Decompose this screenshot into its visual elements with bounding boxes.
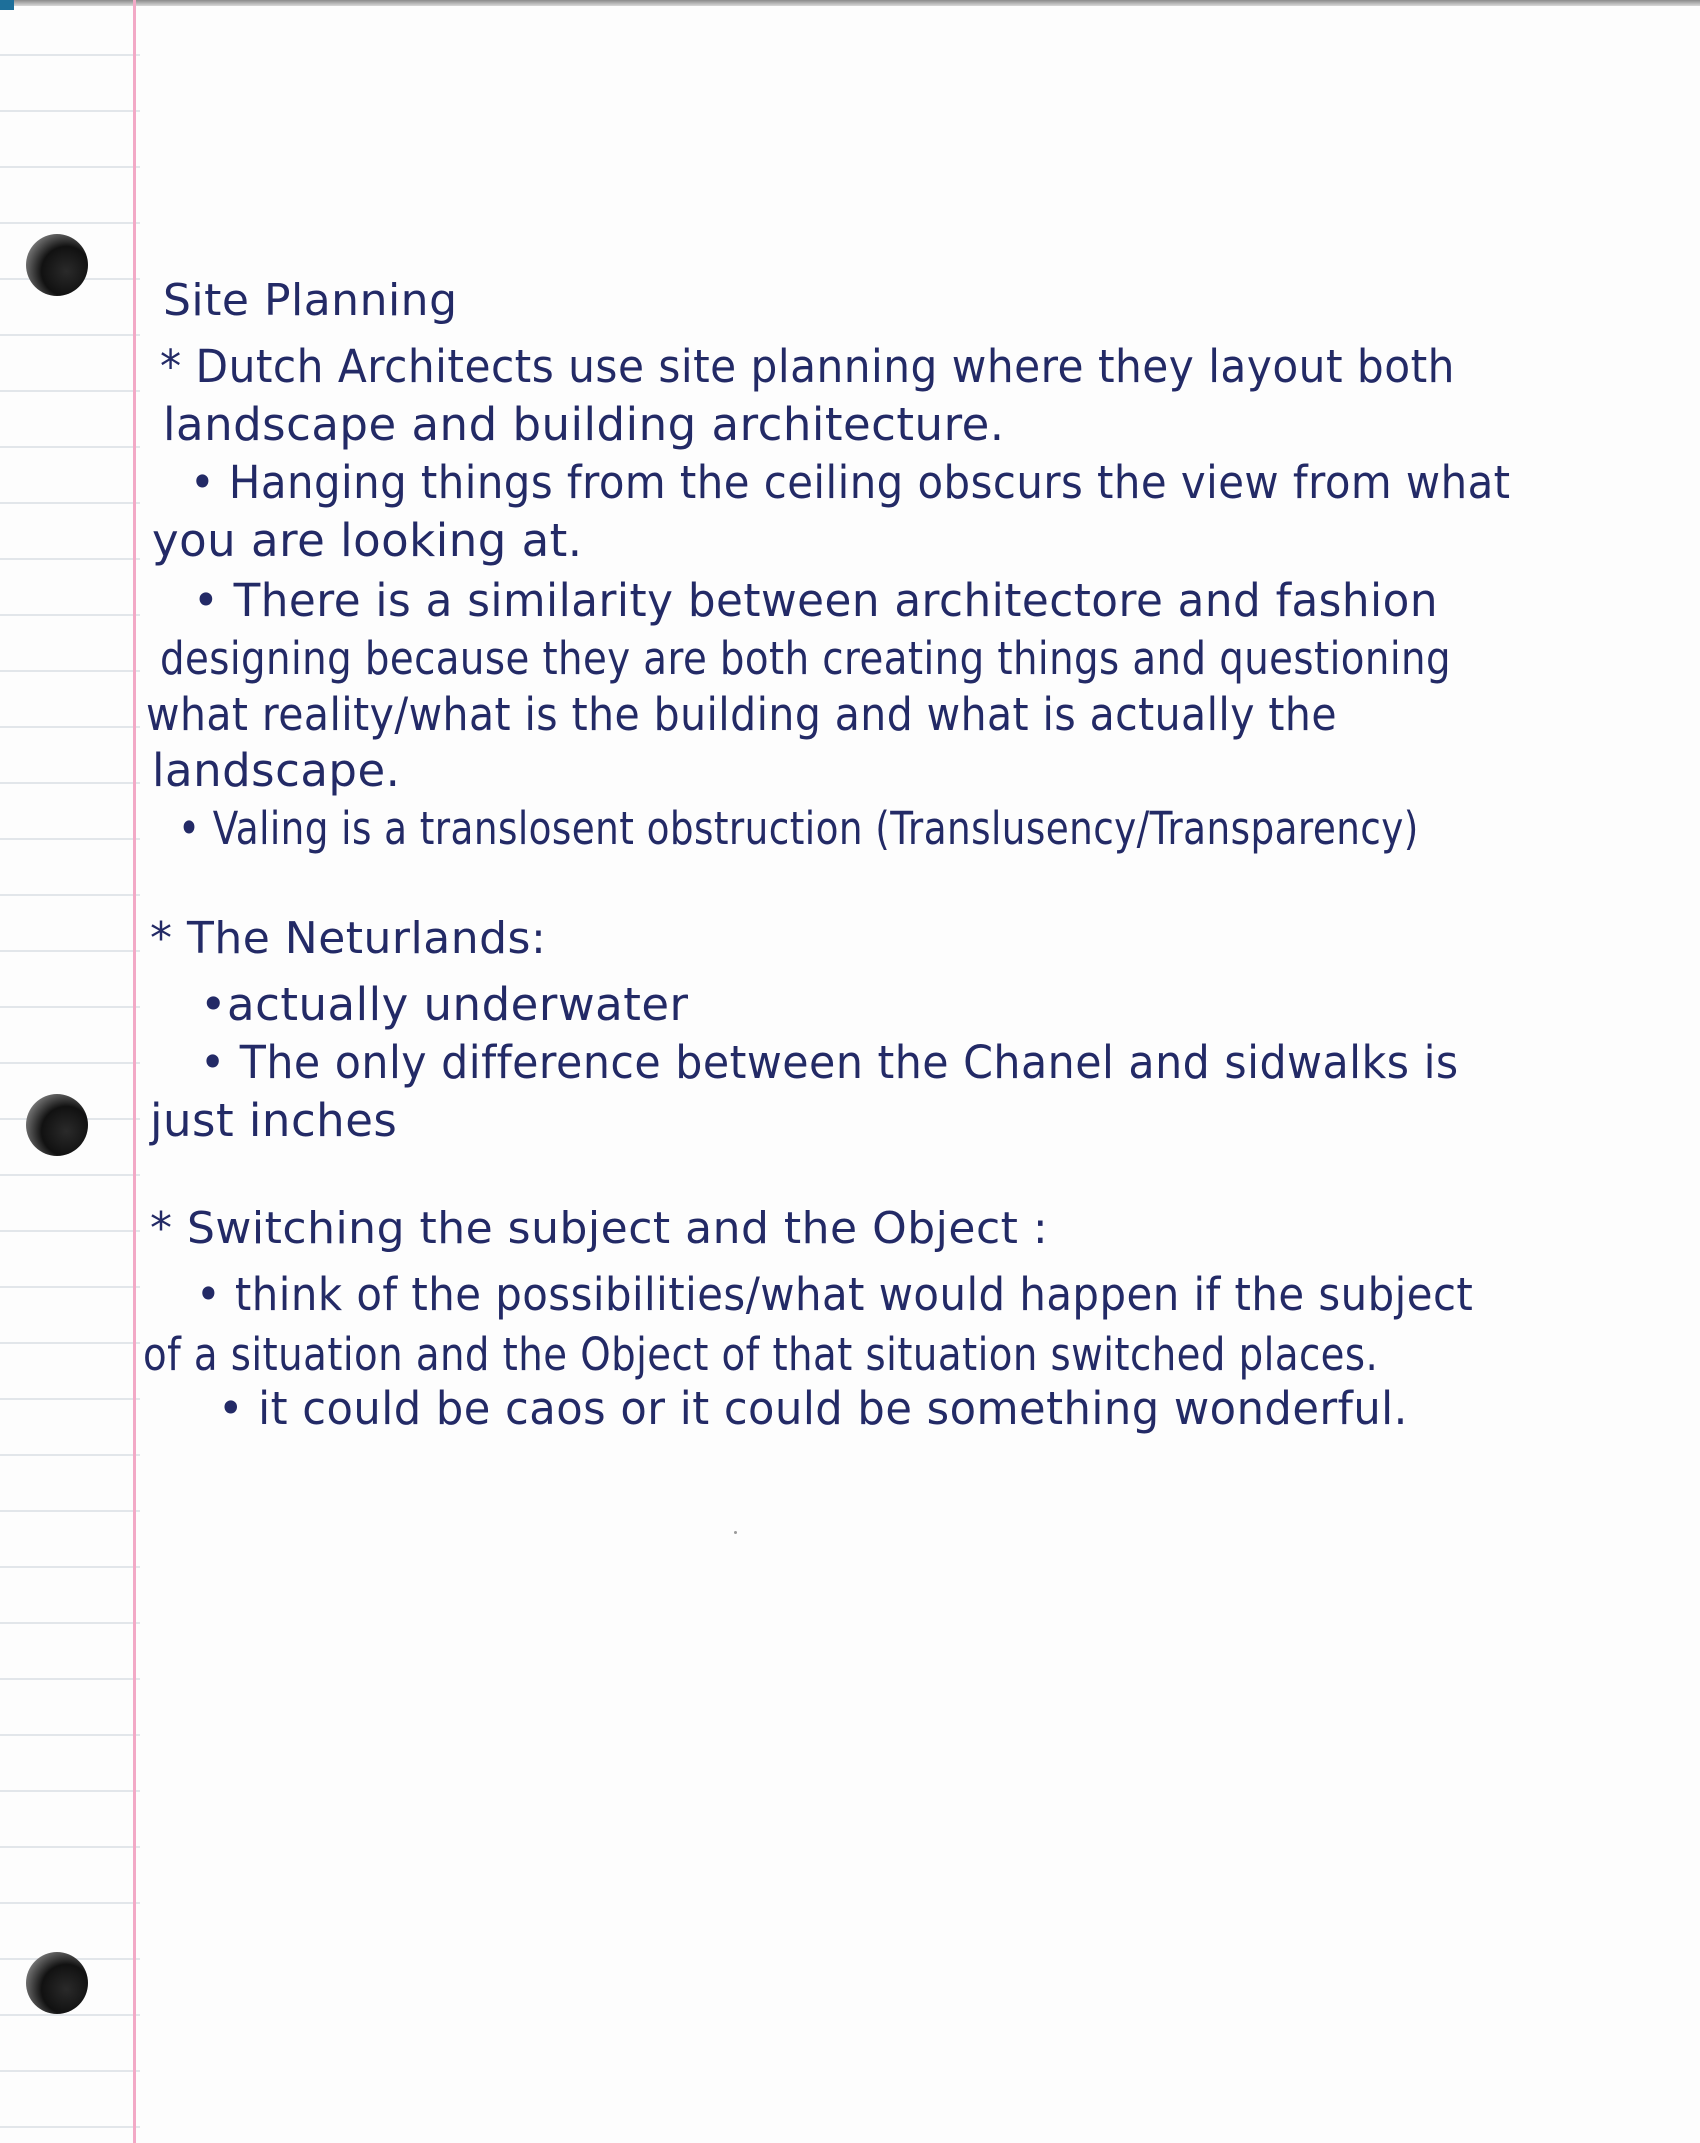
note-line: landscape.: [152, 744, 401, 797]
note-section-heading: * The Neturlands:: [150, 913, 547, 964]
note-line: you are looking at.: [152, 514, 583, 567]
note-line: landscape and building architecture.: [163, 398, 1005, 451]
note-line: just inches: [150, 1094, 398, 1147]
note-line: • it could be caos or it could be something wonderful.: [218, 1382, 1408, 1435]
note-line: designing because they are both creating things and questioning: [160, 632, 1451, 685]
note-line: of a situation and the Object of that situation switched places.: [143, 1328, 1379, 1381]
note-line: • The only difference between the Chanel and sidwalks is: [200, 1036, 1459, 1089]
note-title: Site Planning: [163, 275, 458, 326]
note-line: •actually underwater: [200, 978, 689, 1031]
note-line: • think of the possibilities/what would happen if the subject: [196, 1268, 1474, 1321]
note-line: • Valing is a translosent obstruction (Translusency/Transparency): [178, 802, 1419, 855]
note-section-heading: * Switching the subject and the Object :: [150, 1203, 1049, 1254]
note-line: what reality/what is the building and what is actually the: [146, 688, 1337, 741]
note-line: • There is a similarity between architectore and fashion: [193, 574, 1439, 627]
note-line: * Dutch Architects use site planning where they layout both: [160, 340, 1455, 393]
note-line: • Hanging things from the ceiling obscurs the view from what: [190, 456, 1511, 509]
